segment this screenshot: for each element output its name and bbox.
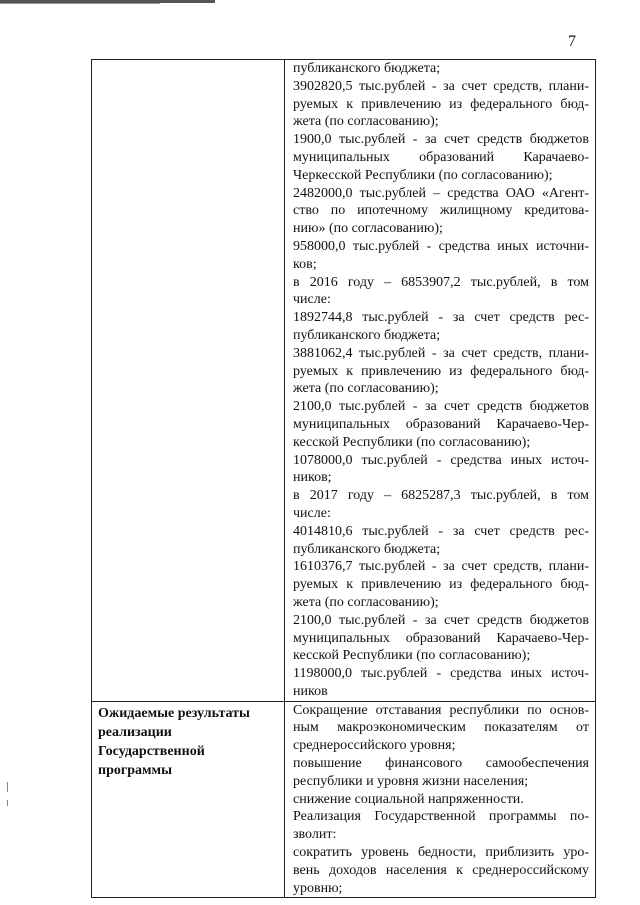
text-line: жета (по согласованию); [293, 594, 439, 610]
scan-edge-mark-thin [0, 3, 160, 4]
text-line: уровню; [293, 880, 343, 896]
text-line: руемых к привлечению из федерального бюд- [293, 363, 589, 379]
financing-content-cell [285, 60, 596, 702]
text-line: зволит: [293, 827, 337, 843]
text-line: муниципальных образований Карачаево-Чер- [293, 416, 589, 432]
row-label-cell-empty [92, 60, 285, 702]
text-line: 1610376,7 тыс.рублей - за счет средств, плани- [293, 559, 589, 575]
text-line: публиканского бюджета; [293, 61, 441, 76]
margin-speck [7, 800, 8, 806]
text-line: сократить уровень бедности, приблизить уро- [293, 845, 589, 861]
text-line: повышение финансового самообеспечения [293, 756, 589, 772]
text-line: 2482000,0 тыс.рублей – средства ОАО «Агент- [293, 185, 589, 201]
text-line: жета (по согласованию); [293, 381, 439, 397]
text-line: числе: [293, 292, 331, 308]
text-line: 958000,0 тыс.рублей - средства иных источни- [293, 238, 589, 254]
table-row-financing [92, 60, 596, 702]
text-line: кесской Республики (по согласованию); [293, 648, 531, 664]
text-line: публиканского бюджета; [293, 327, 441, 343]
text-line: вень доходов населения к среднероссийскому [293, 862, 589, 878]
text-line: 1892744,8 тыс.рублей - за счет средств рес- [293, 310, 589, 326]
text-line: жета (по согласованию); [293, 114, 439, 130]
page-number: 7 [568, 33, 576, 50]
text-line: ным макроэкономическим показателям от [293, 720, 589, 736]
text-line: 3881062,4 тыс.рублей - за счет средств, плани- [293, 345, 589, 361]
program-passport-table [91, 59, 596, 898]
text-line: ков; [293, 256, 317, 272]
margin-speck [7, 782, 8, 792]
text-line: Реализация Государственной программы по- [293, 809, 589, 825]
text-line: 2100,0 тыс.рублей - за счет средств бюджетов [293, 399, 589, 415]
table-row-expected-results [92, 701, 596, 898]
text-line: числе: [293, 505, 331, 521]
text-line: 1198000,0 тыс.рублей - средства иных источ- [293, 666, 589, 682]
text-line: 3902820,5 тыс.рублей - за счет средств, плани- [293, 78, 589, 94]
text-line: 2100,0 тыс.рублей - за счет средств бюджетов [293, 612, 589, 628]
text-line: руемых к привлечению из федерального бюд- [293, 96, 589, 112]
text-line: ников; [293, 470, 332, 486]
expected-results-label: Ожидаемые результаты реализации Государственной программы [98, 705, 250, 778]
text-line: публиканского бюджета; [293, 541, 441, 557]
expected-results-content-cell [285, 701, 596, 898]
text-line: в 2017 году – 6825287,3 тыс.рублей, в том [293, 488, 589, 504]
text-line: ство по ипотечному жилищному кредитова- [293, 203, 589, 219]
text-line: кесской Республики (по согласованию); [293, 434, 531, 450]
text-line: нию» (по согласованию); [293, 221, 443, 237]
text-line: ников [293, 683, 328, 699]
text-line: 4014810,6 тыс.рублей - за счет средств рес- [293, 523, 589, 539]
text-line: Сокращение отставания республики по основ- [293, 702, 589, 718]
text-line: 1900,0 тыс.рублей - за счет средств бюджетов [293, 132, 589, 148]
text-line: снижение социальной напряженности. [293, 791, 524, 807]
text-line: республики и уровня жизни населения; [293, 773, 529, 789]
text-line: муниципальных образований Карачаево-Чер- [293, 630, 589, 646]
text-line: Черкесской Республики (по согласованию); [293, 167, 553, 183]
text-line: муниципальных образований Карачаево- [293, 149, 589, 165]
text-line: среднероссийского уровня; [293, 738, 456, 754]
text-line: руемых к привлечению из федерального бюд- [293, 577, 589, 593]
row-label-cell [92, 701, 285, 898]
text-line: в 2016 году – 6853907,2 тыс.рублей, в том [293, 274, 589, 290]
text-line: 1078000,0 тыс.рублей - средства иных источ- [293, 452, 589, 468]
